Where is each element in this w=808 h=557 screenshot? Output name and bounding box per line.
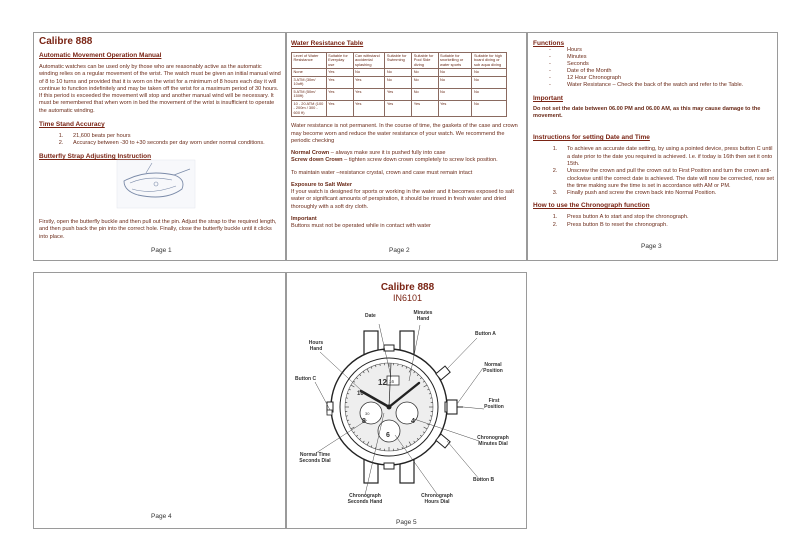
chronograph-item: 2. Press button B to reset the chronograph.: [559, 222, 774, 229]
table-cell: No: [385, 69, 412, 76]
functions-list: [533, 47, 774, 89]
screw-crown-text: – tighten screw down crown completely to screw lock position.: [342, 157, 498, 164]
functions-heading: Functions: [533, 40, 565, 47]
time-stand-accuracy-heading: Time Stand Accuracy: [39, 120, 105, 128]
page-4-panel: [33, 272, 286, 529]
table-header-cell: Suitable for high board diving or sub aqua diving: [472, 53, 507, 69]
screw-crown-line: [291, 157, 524, 164]
table-header-cell: Suitable for Pool Side diving: [412, 53, 438, 69]
table-cell: No: [472, 88, 507, 100]
label-normal-time-seconds-dial: Normal Time Seconds Dial: [299, 452, 331, 464]
table-cell: Yes: [412, 100, 438, 116]
screw-crown-label: Screw down Crown: [291, 157, 343, 164]
table-cell: No: [412, 88, 438, 100]
chronograph-list: [533, 214, 774, 229]
page-1-title: Calibre 888: [39, 36, 93, 47]
butterfly-strap-text: Firstly, open the butterfly buckle and then pull out the pin. Adjust the strap to the required length, and then push back the pin into the correct hole. Finally, close the butterfly buckle until it clicks into place.: [39, 219, 277, 240]
table-cell: No: [472, 69, 507, 76]
page-number: Page 1: [151, 247, 172, 254]
table-header-cell: Suitable for snorkelling or water sports: [438, 53, 472, 69]
normal-crown-label: Normal Crown: [291, 150, 330, 157]
label-first-position: First Position: [484, 398, 504, 410]
setting-item: 2. Unscrew the crown and pull the crown out to First Position and turn the crown anti-clockwise until the correct date is achieved. The date will now be corrected, now set the time making sure the time is set in accordance with AM or PM.: [559, 168, 774, 190]
table-header-cell: Can withstand accidental splashing: [353, 53, 385, 69]
butterfly-strap-heading: Butterfly Strap Adjusting Instruction: [39, 153, 152, 161]
dial-numeral: 8: [362, 418, 366, 425]
function-item: - Date of the Month: [557, 68, 774, 75]
dial-numeral: 12: [378, 378, 387, 387]
table-cell: Yes: [326, 69, 353, 76]
page-1-panel: [33, 32, 286, 261]
chronograph-heading: How to use the Chronograph function: [533, 202, 650, 210]
table-row: [292, 76, 507, 88]
table-cell: Yes: [326, 100, 353, 116]
label-button-c: Button C: [295, 376, 317, 382]
table-cell: Yes: [438, 100, 472, 116]
label-minutes-hand: Minutes Hand: [413, 310, 433, 322]
table-cell: No: [438, 76, 472, 88]
function-item: - Water Resistance – Check the back of the watch and refer to the Table.: [557, 82, 774, 89]
label-button-a: Button A: [475, 331, 496, 337]
table-row: [292, 100, 507, 116]
label-hours-hand: Hours Hand: [308, 340, 324, 352]
function-item: - Minutes: [557, 54, 774, 61]
table-cell: Yes: [353, 76, 385, 88]
diagram-model: IN6101: [392, 293, 423, 303]
water-resistance-text: Water resistance is not permanent. In the course of time, the gaskets of the case and crown may become worn and reduce the water resistance of your watch. We recommend the periodic checking: [291, 123, 518, 144]
label-date: Date: [365, 313, 376, 319]
table-header-cell: Suitable for Swimming: [385, 53, 412, 69]
label-button-b: Button B: [473, 477, 495, 483]
accuracy-item: 2. Accuracy between -30 to +30 seconds per day worn under normal conditions.: [65, 140, 282, 147]
chronograph-item: 1. Press button A to start and stop the chronograph.: [559, 214, 774, 221]
important-text: Buttons must not be operated while in contact with water: [291, 223, 431, 230]
dial-numeral: 30: [365, 411, 370, 416]
table-cell: No: [472, 76, 507, 88]
maintain-water-resistance-text: To maintain water –resistance crystal, crown and case must remain intact: [291, 169, 473, 176]
table-row: [292, 69, 507, 76]
table-cell: No: [412, 69, 438, 76]
table-header-cell: Suitable for Everyday use: [326, 53, 353, 69]
accuracy-item: 1. 21,600 beats per hours: [65, 133, 282, 140]
salt-water-text: If your watch is designed for sports or working in the water and it becomes exposed to salt water or significant amounts of perspiration, it should be rinsed in fresh water and dried thoroughly with a soft dry cloth.: [291, 189, 514, 210]
label-chrono-minutes-dial: Chronograph Minutes Dial: [477, 435, 509, 447]
page-number: Page 5: [396, 519, 417, 526]
table-row: [292, 88, 507, 100]
function-item: - Seconds: [557, 61, 774, 68]
page-number: Page 3: [641, 243, 662, 250]
table-cell: No: [438, 88, 472, 100]
dial-numeral: 6: [386, 432, 390, 439]
dial-numeral: 4: [411, 418, 415, 425]
table-cell: 10 - 20 ATM (100 - 200m / 300 - 600 ft): [292, 100, 327, 116]
normal-crown-line: [291, 150, 524, 157]
automatic-movement-text: Automatic watches can be used only by those who are reasonably active as the automatic winding relies on a regular movement of the wrist. The watch must be given an initial manual wind of 8 to 10 turns and provided that it is worn on the wrist for a minimum of 8 hours each day it will continue to function indefinitely and may be taken off the wrist for a maximum period of 30 hours. If this period is exceeded the movement will stop and another manual wind will be necessary. It must be remembered that when worn in bed the movement of the wrist is insufficient to operate the automatic winding.: [39, 64, 281, 114]
table-cell: Yes: [385, 88, 412, 100]
important-heading: Important: [291, 215, 317, 222]
butterfly-buckle-illustration: [116, 159, 196, 209]
page-3-panel: [527, 32, 778, 261]
important-text: Do not set the date between 06.00 PM and 06.00 AM, as this may cause damage to the movement.: [533, 105, 761, 120]
table-cell: None: [292, 69, 327, 76]
setting-item: 3. Finally push and screw the crown back into Normal Position.: [559, 190, 774, 197]
page-number: Page 4: [151, 513, 172, 520]
setting-date-time-heading: Instructions for setting Date and Time: [533, 134, 650, 142]
diagram-title: Calibre 888: [380, 282, 435, 293]
table-cell: No: [472, 100, 507, 116]
page-2-panel: [286, 32, 527, 261]
function-item: - 12 Hour Chronograph: [557, 75, 774, 82]
automatic-movement-heading: Automatic Movement Operation Manual: [39, 52, 162, 59]
table-cell: No: [385, 76, 412, 88]
table-cell: 3 ATM (30m/ 10oft): [292, 76, 327, 88]
table-header-row: [292, 53, 507, 69]
label-chrono-hours-dial: Chronograph Hours Dial: [421, 493, 453, 505]
setting-item: 1. To achieve an accurate date setting, by using a pointed device, press button C until a date prior to the date you required is achieved. I.e. if today is 16th then set it onto 15th.: [559, 146, 774, 168]
water-resistance-heading: Water Resistance Table: [291, 40, 364, 47]
table-cell: No: [412, 76, 438, 88]
label-normal-position: Normal Position: [483, 362, 503, 374]
table-cell: Yes: [353, 88, 385, 100]
important-heading: Important: [533, 94, 563, 102]
dial-numeral: 16: [389, 379, 395, 384]
table-cell: No: [438, 69, 472, 76]
table-cell: 5 ATM (50m/ 150ft): [292, 88, 327, 100]
dial-numeral: 10: [357, 391, 364, 397]
salt-water-heading: Exposure to Salt Water: [291, 181, 353, 188]
page-5-panel: [286, 272, 527, 529]
setting-list: [533, 146, 774, 197]
label-chrono-seconds-hand: Chronograph Seconds Hand: [347, 493, 383, 505]
page-number: Page 2: [389, 247, 410, 254]
accuracy-list: [39, 133, 282, 148]
function-item: - Hours: [557, 47, 774, 54]
table-cell: Yes: [326, 88, 353, 100]
normal-crown-text: – always make sure it is pushed fully into case: [329, 150, 446, 157]
water-resistance-table: [291, 52, 507, 117]
table-header-cell: Level of Water Resistance: [292, 53, 327, 69]
table-cell: Yes: [353, 100, 385, 116]
table-cell: Yes: [385, 100, 412, 116]
table-cell: No: [353, 69, 385, 76]
table-cell: Yes: [326, 76, 353, 88]
